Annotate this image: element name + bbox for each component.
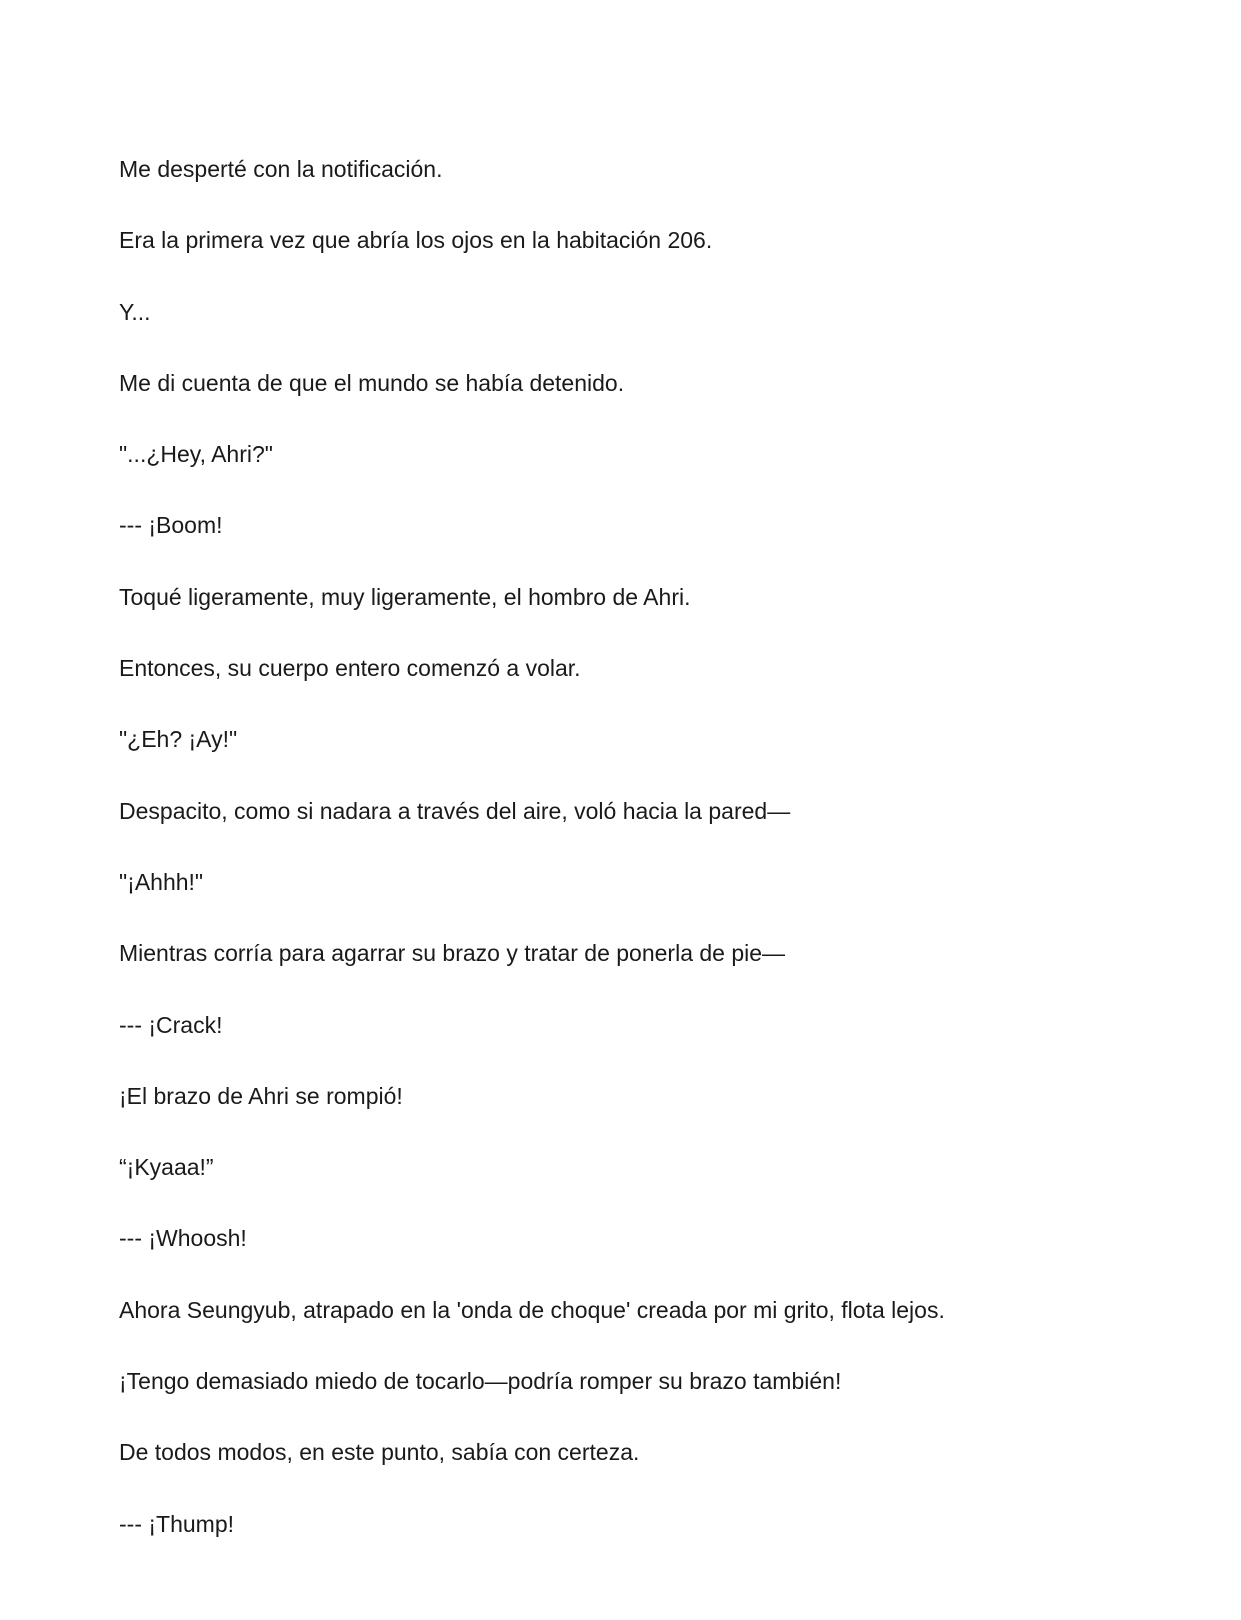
paragraph-19: De todos modos, en este punto, sabía con certeza.: [119, 1439, 640, 1466]
paragraph-5: "...¿Hey, Ahri?": [119, 441, 273, 468]
paragraph-17: Ahora Seungyub, atrapado en la 'onda de choque' creada por mi grito, flota lejos.: [119, 1296, 945, 1323]
paragraph-15: “¡Kyaaa!”: [119, 1154, 214, 1181]
paragraph-11: "¡Ahhh!": [119, 868, 204, 895]
paragraph-3: Y...: [119, 298, 151, 325]
paragraph-18: ¡Tengo demasiado miedo de tocarlo—podría romper su brazo también!: [119, 1368, 842, 1395]
paragraph-4: Me di cuenta de que el mundo se había detenido.: [119, 369, 625, 396]
paragraph-7: Toqué ligeramente, muy ligeramente, el hombro de Ahri.: [119, 583, 691, 610]
paragraph-8: Entonces, su cuerpo entero comenzó a volar.: [119, 655, 581, 682]
paragraph-14: ¡El brazo de Ahri se rompió!: [119, 1082, 403, 1109]
paragraph-20: --- ¡Thump!: [119, 1510, 234, 1537]
paragraph-13: --- ¡Crack!: [119, 1011, 223, 1038]
paragraph-1: Me desperté con la notificación.: [119, 156, 443, 182]
paragraph-12: Mientras corría para agarrar su brazo y tratar de ponerla de pie—: [119, 940, 786, 967]
paragraph-10: Despacito, como si nadara a través del aire, voló hacia la pared—: [119, 797, 791, 824]
paragraph-2: Era la primera vez que abría los ojos en la habitación 206.: [119, 227, 713, 254]
paragraph-9: "¿Eh? ¡Ay!": [119, 726, 238, 753]
paragraph-6: --- ¡Boom!: [119, 512, 223, 539]
body-text: [119, 154, 1139, 1580]
paragraph-16: --- ¡Whoosh!: [119, 1225, 247, 1252]
